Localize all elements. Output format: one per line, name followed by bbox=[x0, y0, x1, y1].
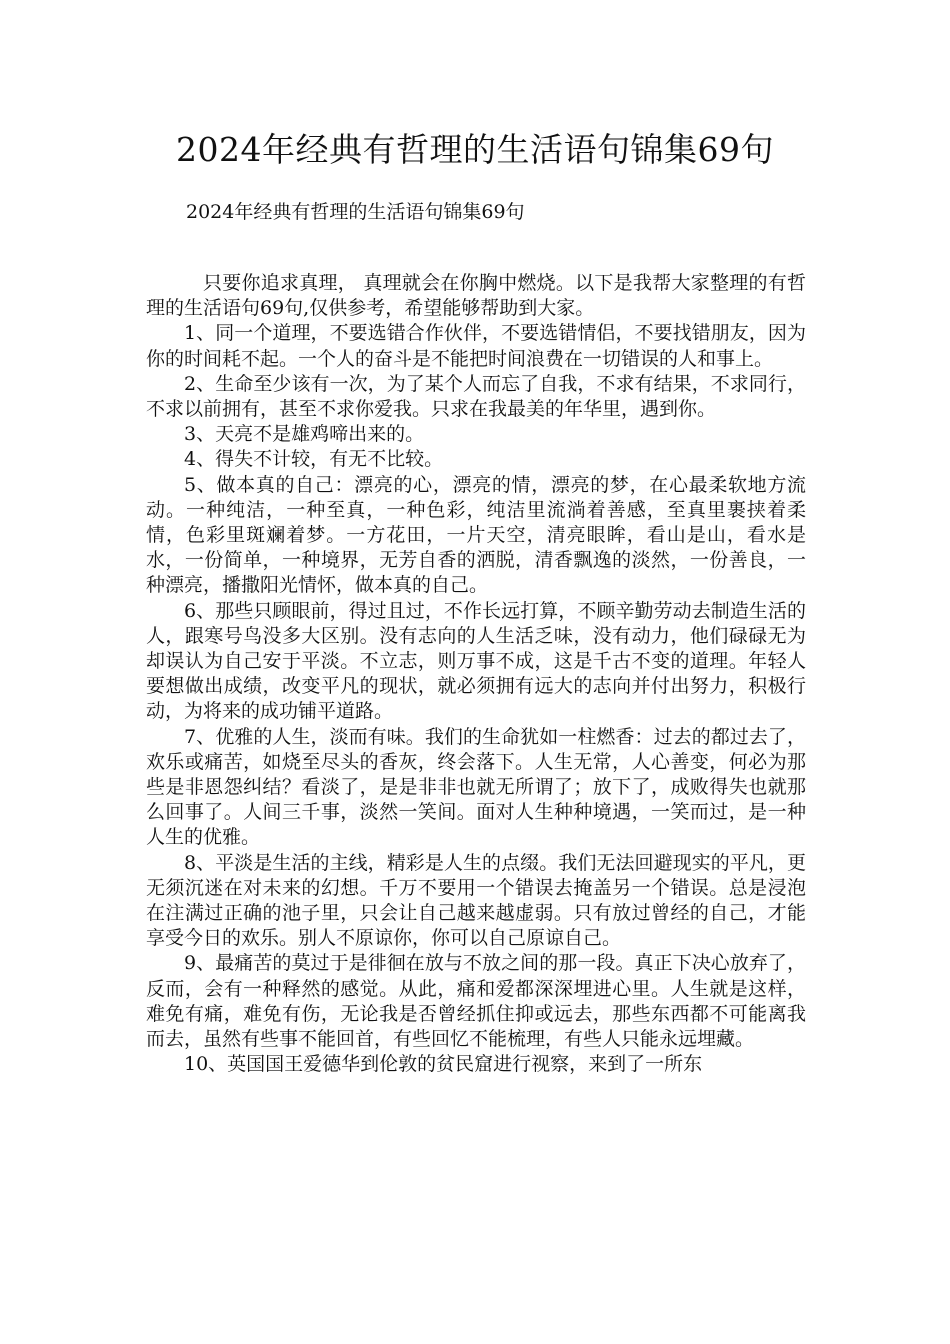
paragraph-9: 9、最痛苦的莫过于是徘徊在放与不放之间的那一段。真正下决心放弃了，反而，会有一种释然的感觉。从此，痛和爱都深深埋进心里。人生就是这样，难免有痛，难免有伤，无论我是否曾经抓住抑或远去，那些东西都不可能离我而去，虽然有些事不能回首，有些回忆不能梳理，有些人只能永远埋藏。 bbox=[146, 952, 806, 1051]
paragraph-3: 3、天亮不是雄鸡啼出来的。 bbox=[184, 423, 425, 446]
document-body bbox=[146, 271, 806, 1078]
intro-paragraph: 只要你追求真理， 真理就会在你胸中燃烧。以下是我帮大家整理的有哲理的生活语句69句,仅供参考，希望能够帮助到大家。 bbox=[146, 272, 806, 320]
document-title: 2024年经典有哲理的生活语句锦集69句 bbox=[176, 130, 774, 169]
paragraph-6: 6、那些只顾眼前，得过且过，不作长远打算，不顾辛勤劳动去制造生活的人，跟寒号鸟没多大区别。没有志向的人生活乏味，没有动力，他们碌碌无为却误认为自己安于平淡。不立志，则万事不成，这是千古不变的道理。年轻人要想做出成绩，改变平凡的现状，就必须拥有远大的志向并付出努力，积极行动，为将来的成功铺平道路。 bbox=[146, 599, 806, 723]
paragraph-2: 2、生命至少该有一次，为了某个人而忘了自我，不求有结果，不求同行，不求以前拥有，甚至不求你爱我。只求在我最美的年华里，遇到你。 bbox=[146, 372, 806, 421]
paragraph-7: 7、优雅的人生，淡而有味。我们的生命犹如一柱燃香：过去的都过去了，欢乐或痛苦，如烧至尽头的香灰，终会落下。人生无常，人心善变，何必为那些是非恩怨纠结？看淡了，是是非非也就无所谓了；放下了，成败得失也就那么回事了。人间三千事，淡然一笑间。面对人生种种境遇，一笑而过，是一种人生的优雅。 bbox=[146, 725, 806, 849]
paragraph-10: 10、英国国王爱德华到伦敦的贫民窟进行视察，来到了一所东 bbox=[184, 1053, 703, 1076]
paragraph-5: 5、做本真的自己：漂亮的心，漂亮的情，漂亮的梦，在心最柔软地方流动。一种纯洁，一种至真，一种色彩，纯洁里流淌着善感，至真里裹挟着柔情，色彩里斑斓着梦。一方花田，一片天空，清亮眼眸，看山是山，看水是水，一份简单，一种境界，无芳自香的洒脱，清香飘逸的淡然，一份善良，一种漂亮，播撒阳光情怀，做本真的自己。 bbox=[146, 473, 806, 597]
paragraph-1: 1、同一个道理，不要选错合作伙伴，不要选错情侣，不要找错朋友，因为你的时间耗不起。一个人的奋斗是不能把时间浪费在一切错误的人和事上。 bbox=[146, 322, 806, 370]
paragraph-8: 8、平淡是生活的主线，精彩是人生的点缀。我们无法回避现实的平凡，更无须沉迷在对未来的幻想。千万不要用一个错误去掩盖另一个错误。总是浸泡在注满过正确的池子里，只会让自己越来越虚弱。只有放过曾经的自己，才能享受今日的欢乐。别人不原谅你，你可以自己原谅自己。 bbox=[146, 851, 806, 950]
paragraph-4: 4、得失不计较，有无不比较。 bbox=[184, 448, 444, 471]
document-subtitle: 2024年经典有哲理的生活语句锦集69句 bbox=[186, 201, 525, 223]
